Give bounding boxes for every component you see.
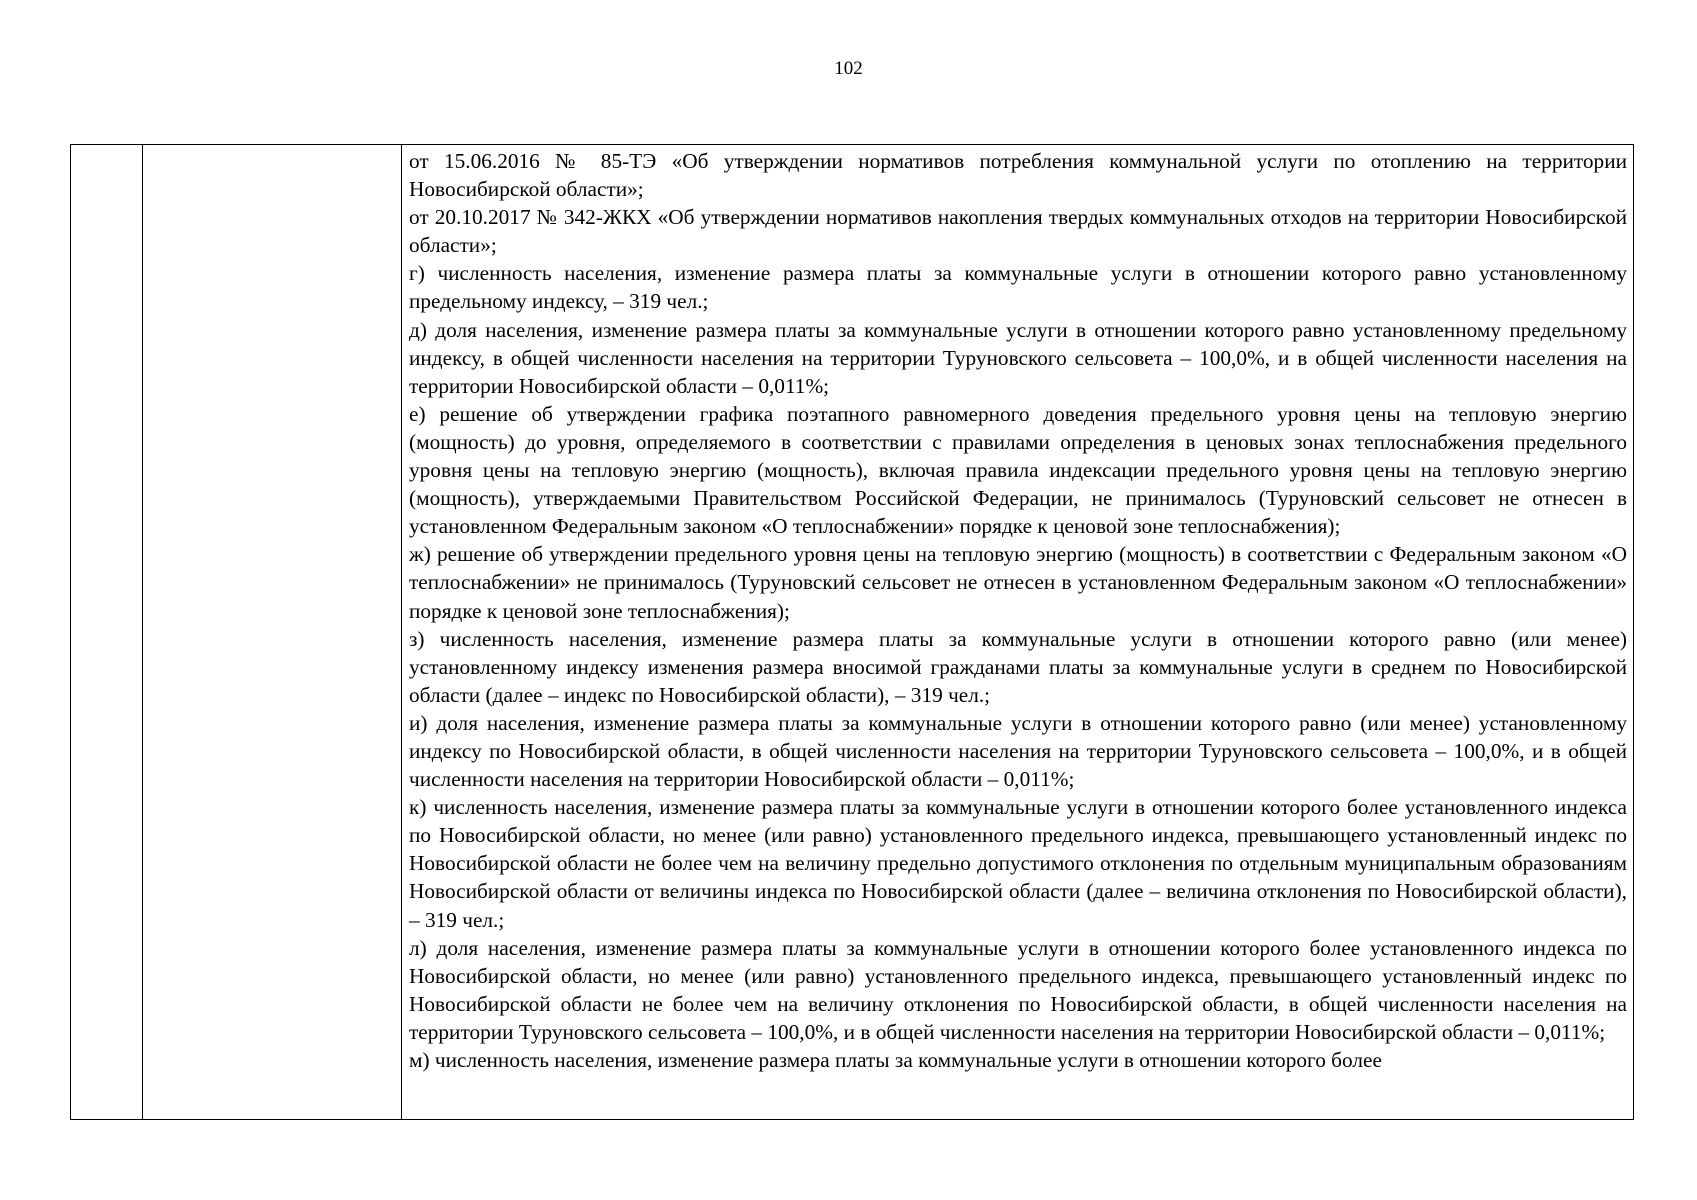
document-table xyxy=(70,144,1634,1120)
paragraph-order-342zhkh: от 20.10.2017 № 342-ЖКХ «Об утверждении нормативов накопления твердых коммунальных отходов на территории Новосибирской области»; xyxy=(409,205,1627,258)
page-number: 102 xyxy=(834,58,863,79)
paragraph-l: л) доля населения, изменение размера платы за коммунальные услуги в отношении которого более установленного индекса по Новосибирской области, но менее (или равно) установленного предельного индекса, превышающего установленный индекс по Новосибирской области не более чем на величину отклонения по Новосибирской области, в общей численности населения на территории Туруновского сельсовета – 100,0%, и в общей численности населения на территории Новосибирской области – 0,011%; xyxy=(409,935,1627,1044)
column-divider-2 xyxy=(401,145,402,1119)
paragraph-z: з) численность населения, изменение размера платы за коммунальные услуги в отношении которого равно (или менее) установленному индексу изменения размера вносимой гражданами платы за коммунальные услуги в среднем по Новосибирской области (далее – индекс по Новосибирской области), – 319 чел.; xyxy=(409,626,1627,707)
paragraph-k: к) численность населения, изменение размера платы за коммунальные услуги в отношении которого более установленного индекса по Новосибирской области, но менее (или равно) установленного предельного индекса, превышающего установленный индекс по Новосибирской области не более чем на величину предельно допустимого отклонения по отдельным муниципальным образованиям Новосибирской области от величины индекса по Новосибирской области (далее – величина отклонения по Новосибирской области), – 319 чел.; xyxy=(409,795,1627,932)
paragraph-e: е) решение об утверждении графика поэтапного равномерного доведения предельного уровня цены на тепловую энергию (мощность) до уровня, определяемого в соответствии с правилами определения в ценовых зонах теплоснабжения предельного уровня цены на тепловую энергию (мощность), включая правила индексации предельного уровня цены на тепловую энергию (мощность), утверждаемыми Правительством Российской Федерации, не принималось (Туруновский сельсовет не отнесен в установленном Федеральным законом «О теплоснабжении» порядке к ценовой зоне теплоснабжения); xyxy=(409,401,1627,539)
paragraph-i: и) доля населения, изменение размера платы за коммунальные услуги в отношении которого равно (или менее) установленному индексу по Новосибирской области, в общей численности населения на территории Туруновского сельсовета – 100,0%, и в общей численности населения на территории Новосибирской области – 0,011%; xyxy=(409,710,1627,792)
paragraph-g: г) численность населения, изменение размера платы за коммунальные услуги в отношении которого равно установленному предельному индексу, – 319 чел.; xyxy=(409,261,1627,314)
column-divider-1 xyxy=(142,145,143,1119)
paragraph-d: д) доля населения, изменение размера платы за коммунальные услуги в отношении которого равно установленному предельному индексу, в общей численности населения на территории Туруновского сельсовета – 100,0%, и в общей численности населения на территории Новосибирской области – 0,011%; xyxy=(409,317,1627,398)
paragraph-order-85te: от 15.06.2016 № 85-ТЭ «Об утверждении нормативов потребления коммунальной услуги по отоплению на территории Новосибирской области»; xyxy=(409,149,1627,202)
table-text-cell xyxy=(409,147,1627,1074)
paragraph-m: м) численность населения, изменение размера платы за коммунальные услуги в отношении которого более xyxy=(409,1048,1382,1072)
paragraph-zh: ж) решение об утверждении предельного уровня цены на тепловую энергию (мощность) в соответствии с Федеральным законом «О теплоснабжении» не принималось (Туруновский сельсовет не отнесен в установленном Федеральным законом «О теплоснабжении» порядке к ценовой зоне теплоснабжения); xyxy=(409,542,1627,623)
